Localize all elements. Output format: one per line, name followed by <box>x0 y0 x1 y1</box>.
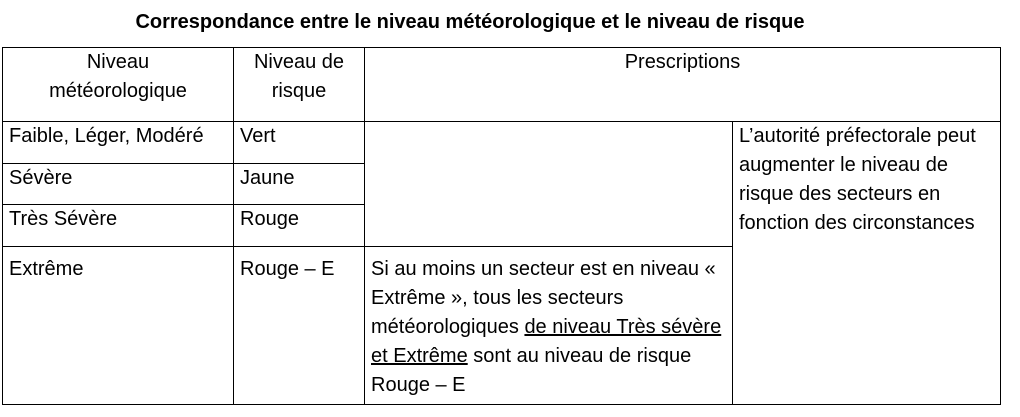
header-row <box>3 48 1001 122</box>
cell-meteo: Très Sévère <box>3 205 234 247</box>
header-niveau-risque-line2: risque <box>271 80 327 102</box>
prescription-extreme-text-1: Si au moins un secteur est en niveau « Extrême », tous les secteurs météorologiques <box>371 258 716 338</box>
header-prescriptions: Prescriptions <box>365 48 1001 122</box>
page-title: Correspondance entre le niveau météorologique et le niveau de risque <box>135 11 805 33</box>
header-niveau-meteo-line1: Niveau <box>86 51 150 73</box>
table-row <box>3 122 1001 164</box>
cell-meteo: Sévère <box>3 164 234 205</box>
header-niveau-risque <box>234 48 365 122</box>
cell-prescription-empty <box>365 122 733 247</box>
prescription-extreme-text-2: sont au niveau de risque Rouge – E <box>371 345 692 396</box>
cell-risque: Rouge <box>234 205 365 247</box>
header-niveau-meteo <box>3 48 234 122</box>
risk-table <box>2 47 1001 405</box>
cell-meteo: Extrême <box>3 247 234 405</box>
cell-prescription-extreme <box>365 247 733 405</box>
cell-risque: Rouge – E <box>234 247 365 405</box>
header-niveau-risque-line1: Niveau de <box>253 51 345 73</box>
header-niveau-meteo-line2: météorologique <box>49 80 187 102</box>
cell-risque: Vert <box>234 122 365 164</box>
cell-meteo: Faible, Léger, Modéré <box>3 122 234 164</box>
prescription-extreme-underlined: de niveau Très sévère et Extrême <box>371 316 722 367</box>
cell-risque: Jaune <box>234 164 365 205</box>
cell-prescription-prefectoral: L’autorité préfectorale peut augmenter le niveau de risque des secteurs en fonction des circonstances <box>733 122 1001 405</box>
